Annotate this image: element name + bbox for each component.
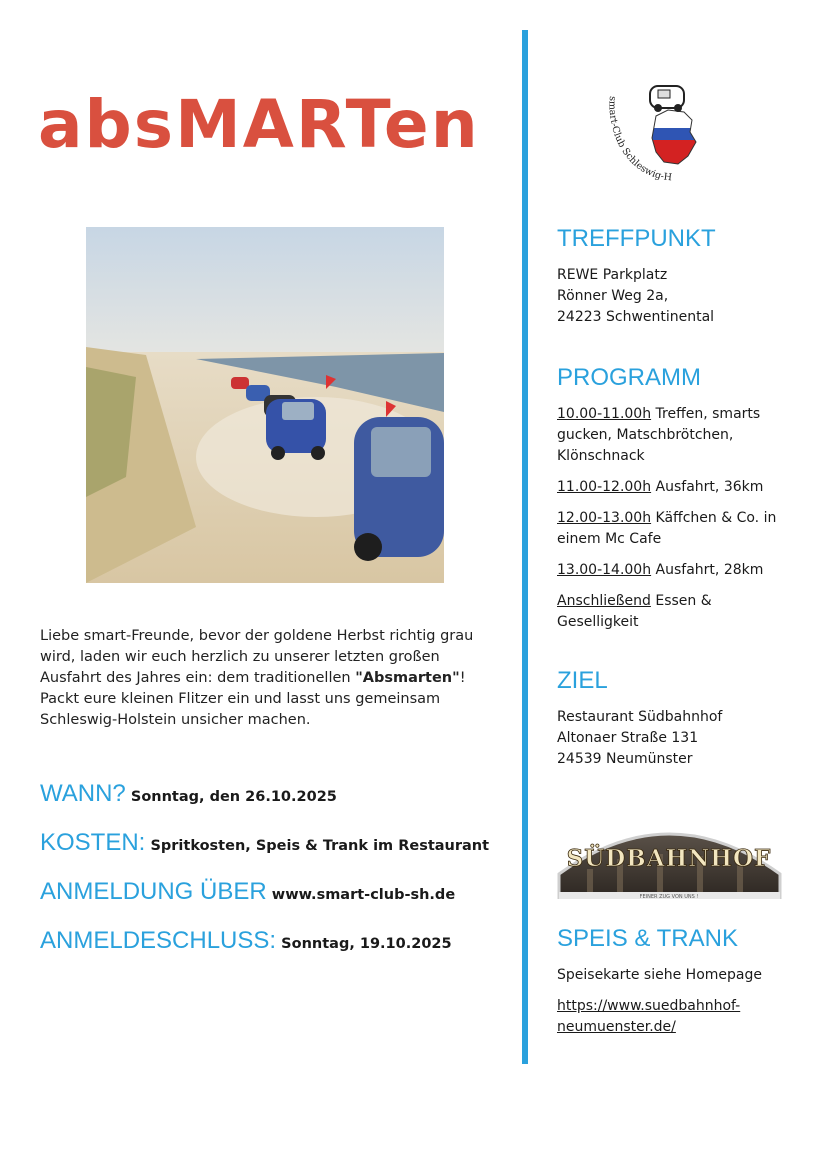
intro-text [40,626,480,731]
fact-value: Spritkosten, Speis & Trank im Restaurant [150,838,490,854]
fact-anmeldung [40,878,510,927]
programm-item [557,477,797,498]
programm-time: 12.00-13.00h [557,510,652,526]
ziel-line: 24539 Neumünster [557,751,693,767]
treffpunkt-line: 24223 Schwentinental [557,309,715,325]
ziel-section [557,667,797,770]
treffpunkt-section [557,225,797,328]
column-divider [522,30,528,1064]
ziel-line: Restaurant Südbahnhof [557,709,723,725]
programm-section [557,364,797,643]
suedbahnhof-name: SÜDBAHNHOF [566,845,772,872]
suedbahnhof-slogan: FEINER ZUG VON UNS ! [639,894,699,899]
ziel-heading: ZIEL [557,667,608,694]
intro-text-2: ! [459,670,466,686]
programm-text: Treffen, smarts gucken, Matschbrötchen, Klönschnack [557,406,761,464]
fact-key: WANN? [40,780,126,807]
programm-time: 10.00-11.00h [557,406,652,422]
fact-key: ANMELDUNG ÜBER [40,878,267,905]
fact-kosten [40,829,510,878]
fact-anmeldeschluss [40,927,510,976]
fact-key: KOSTEN: [40,829,146,856]
fact-value: Sonntag, den 26.10.2025 [130,789,337,805]
speis-section [557,925,797,1038]
restaurant-link[interactable] [557,996,797,1038]
programm-text: Käffchen & Co. in einem Mc Cafe [557,510,777,547]
club-logo [598,76,748,186]
programm-text: Essen & Geselligkeit [557,593,712,630]
registration-link[interactable]: www.smart-club-sh.de [271,887,456,903]
car-icon [650,86,684,112]
intro-text-3: Packt eure kleinen Flitzer ein und lasst uns gemeinsam Schleswig-Holstein unsicher machen. [40,691,441,728]
programm-item [557,404,797,467]
ziel-line: Altonaer Straße 131 [557,730,699,746]
intro-bold: "Absmarten" [355,670,460,686]
programm-time: 11.00-12.00h [557,479,652,495]
treffpunkt-heading: TREFFPUNKT [557,225,716,252]
intro-text-1: Liebe smart-Freunde, bevor der goldene Herbst richtig grau wird, laden wir euch herzlich zu unserer letzten großen Ausfahrt des Jahres ein: dem traditionellen [40,628,474,686]
fact-value: Sonntag, 19.10.2025 [281,936,452,952]
treffpunkt-line: REWE Parkplatz [557,267,668,283]
treffpunkt-line: Rönner Weg 2a, [557,288,669,304]
suedbahnhof-logo [557,814,782,899]
club-logo-text: smart-Club Schleswig-H [606,95,673,184]
programm-heading: PROGRAMM [557,364,701,391]
restaurant-link-line2[interactable]: neumuenster.de/ [557,1019,676,1035]
fact-separator: : [269,927,277,954]
fact-key: ANMELDESCHLUSS [40,927,270,954]
restaurant-link-line1[interactable]: https://www.suedbahnhof- [557,998,741,1014]
programm-time: 13.00-14.00h [557,562,652,578]
programm-text: Ausfahrt, 36km [651,479,764,495]
facts-list [40,780,510,976]
beach-convoy-photo [86,227,444,583]
programm-time: Anschließend [557,593,651,609]
programm-text: Ausfahrt, 28km [651,562,764,578]
fact-wann [40,780,510,829]
programm-item [557,560,797,581]
programm-item [557,591,797,633]
speis-text: Speisekarte siehe Homepage [557,967,762,983]
page-title: absMARTen [38,86,480,163]
speis-heading: SPEIS & TRANK [557,925,738,952]
programm-item [557,508,797,550]
